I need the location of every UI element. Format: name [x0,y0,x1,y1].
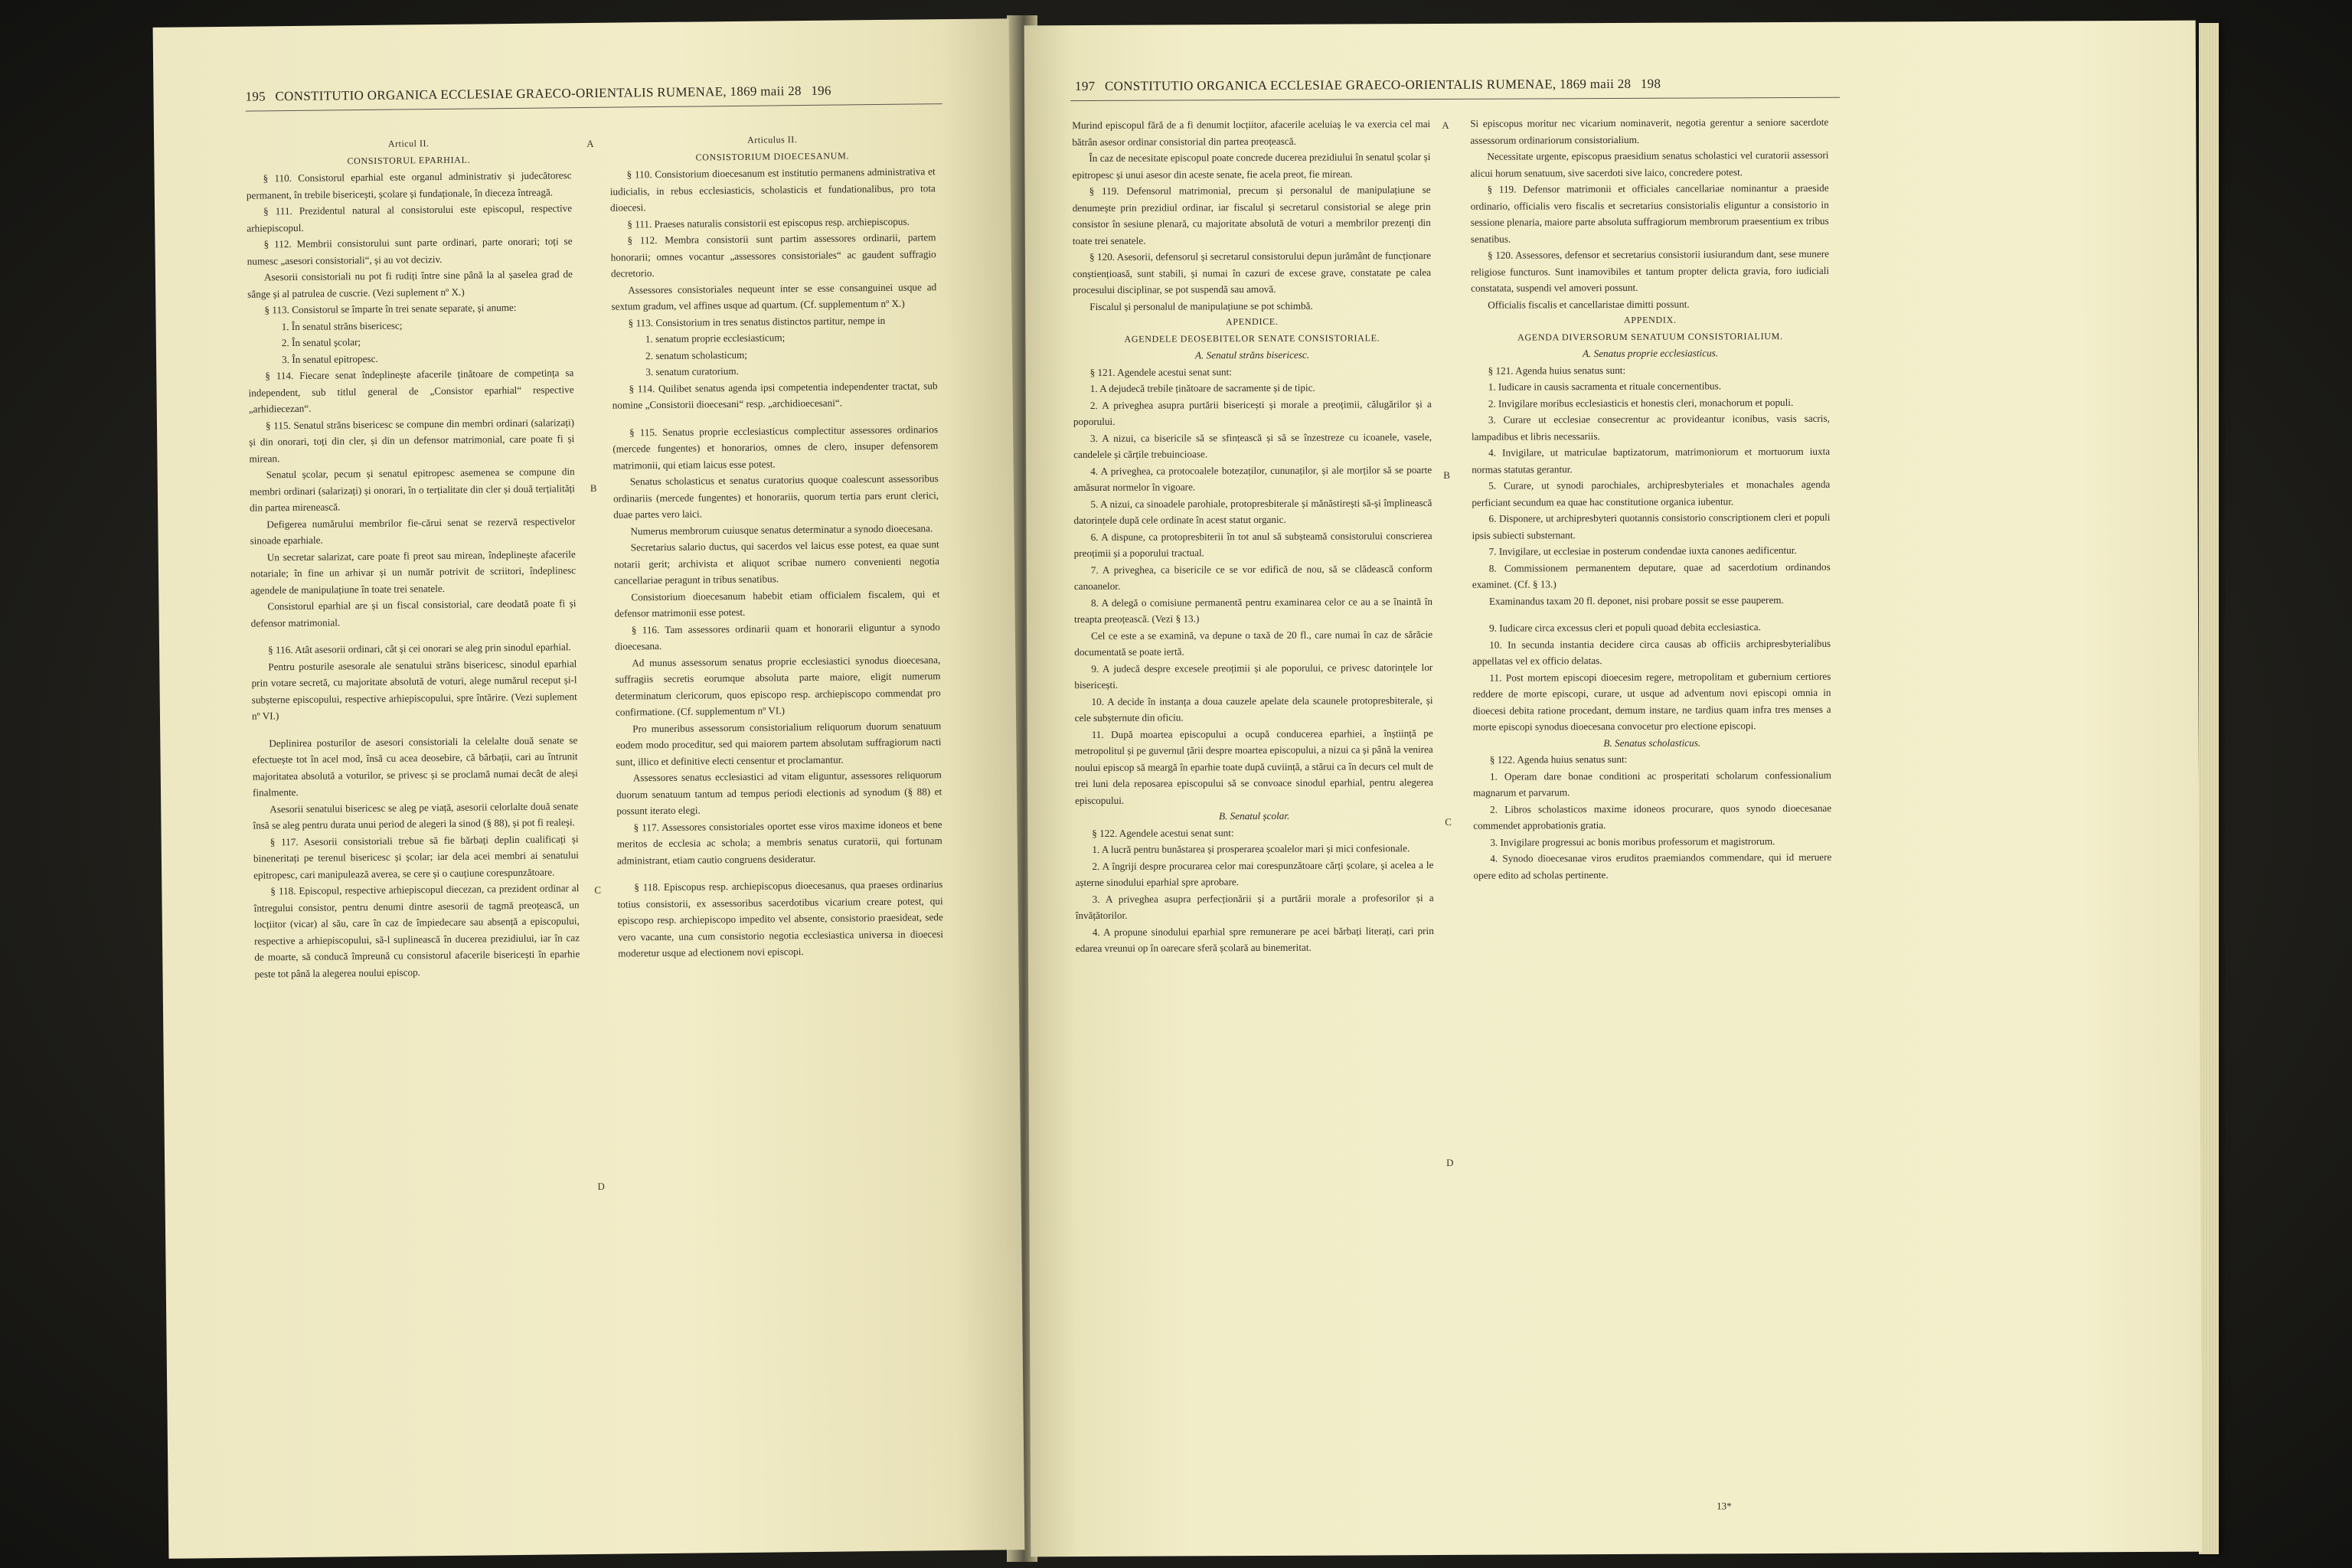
page-edge-stack [2199,23,2219,1554]
paragraph: Defigerea numărului membrilor fie-cărui senat se rezervă respectivelor sinoade eparhiale. [250,514,576,547]
right-page-header [1069,77,1667,94]
paragraph: Examinandus taxam 20 fl. deponet, nisi probare possit se esse pauperem. [1488,593,1784,607]
margin-marker-a: A [1442,119,1449,131]
paragraph: § 121. Agenda huius senatus sunt: [1488,364,1626,377]
subsection-heading: A. Senatus proprie ecclesiasticus. [1582,347,1719,360]
paragraph: Un secretar salarizat, care poate fi preot sau mirean, îndeplinește afacerile notariale; în fine un arhivar și un număr potrivit de scriitori, îndeplinesc agendele de manipulațiune în toate trei senatele. [250,547,577,596]
paragraph: 2. Invigilare moribus ecclesiasticis et honestis cleri, monachorum et populi. [1488,396,1794,410]
paragraph: 3. A priveghea asupra perfecționării și a purtării morale a profesorilor și a învățătorilor. [1075,891,1434,922]
paragraph: 7. A priveghea, ca bisericile ce se vor edifică de nou, să se clădească conform canoanelor. [1073,562,1432,593]
paragraph: Officialis fiscalis et cancellaristae dimitti possunt. [1488,298,1690,311]
paragraph: § 120. Assessores, defensor et secretarius consistorii iusiurandum dant, sese munere religiose functuros. Sunt inamovibiles et tantum propter delicta gravia, foro iudiciali constatata, suspendi vel amoveri possunt. [1471,247,1830,294]
paragraph: 5. Curare, ut synodi parochiales, archipresbyteriales et monachales agenda perficiant secundum ea quae hac constitutione organica iubentur. [1472,478,1831,508]
section-heading: APENDICE. [1225,315,1279,328]
paragraph: 4. Synodo dioecesanae viros eruditos praemiandos commendare, qui id meruere opere edito ad scholas pertinente. [1473,851,1832,881]
paragraph: § 115. Senatus proprie ecclesiasticus complectitur assessores ordinarios (mercede fungentes) et honorarios, omnes de clero, insuper defensorem matrimonii, qui etiam laicus esse potest. [612,423,939,472]
header-rule [1070,97,1840,101]
paragraph: § 117. Asesorii consistoriali trebue să fie bărbați deplin cualificați și bineneritați pe terenul bisericesc și școlar; iar dela acei membri ai senatului epitropesc, cari manipulează averea, se cere și o cauțiune corespunzătoare. [253,832,579,881]
paragraph: 10. A decide în instanța a doua cauzele apelate dela scaunele protopresbiterale, și cele subșternute din oficiu. [1074,694,1433,724]
paragraph: 4. A priveghea, ca protocoalele botezaților, cununaților, și ale morților să se poarte amăsurat normelor în vigoare. [1073,463,1432,494]
section-heading: AGENDA DIVERSORUM SENATUUM CONSISTORIALIUM. [1517,330,1783,343]
subsection-heading: B. Senatul școlar. [1218,809,1290,822]
paragraph: Senatus scholasticus et senatus curatorius quoque coalescunt assessoribus ordinariis (mercede fungentes) et honorariis, quorum tertia pars erunt clerici, duae partes vero laici. [612,472,939,521]
paragraph: 2. Libros scholasticos maxime idoneos procurare, quos synodo dioecesanae commendet approbationis gratia. [1473,802,1832,831]
paragraph: Asesorii consistoriali nu pot fi rudiți între sine până la al șaselea grad de sânge și al patrulea de cuscrie. (Vezi suplement nº X.) [247,268,573,300]
page-number-195: 195 [245,89,266,104]
paragraph: Secretarius salario ductus, qui sacerdos vel laicus esse potest, ea quae sunt notarii gerit; archivista et aliquot scribae numero convenienti negotia cancellariae peragunt in tribus senatibus. [613,538,939,586]
paragraph: 3. A nizui, ca bisericile să se sfințească și să se înzestreze cu icoanele, vasele, candelele și cărțile trebuincioase. [1073,430,1432,461]
section-heading: APPENDIX. [1623,314,1677,325]
paragraph: 11. Post mortem episcopi dioecesim regere, metropolitam et gubernium certiores reddere de morte episcopi, curare, ut usque ad adventum novi episcopi omnia in dioecesi debita ratione procedant, demum instare, ne tardius quam infra tres menses a morte episcopi synodus dioecesana convocetur pro electione episcopi. [1472,670,1831,733]
header-rule [246,103,942,112]
paragraph: 3. Curare ut ecclesiae consecrentur ac provideantur iconibus, vasis sacris, lampadibus et libris necessariis. [1471,412,1830,443]
margin-marker-d: D [1446,1156,1454,1168]
signature-mark: 13* [1717,1500,1732,1512]
paragraph: Consistorul eparhial are și un fiscal consistorial, care deodată poate fi și defensor matrimonial. [250,597,577,629]
paragraph: Consistorium dioecesanum habebit etiam officialem fiscalem, qui et defensor matrimonii esse potest. [614,587,940,619]
paragraph: 1. A lucră pentru bunăstarea și prosperarea școalelor mari și mici confesionale. [1092,842,1410,855]
paragraph: § 113. Consistorium in tres senatus distinctos partitur, nempe in [628,314,886,328]
paragraph: 5. A nizui, ca sinoadele parohiale, protopresbiterale și mănăstirești să-și împlinească datorințele după cele ordinate în acest statut organic. [1073,496,1432,527]
paragraph: § 115. Senatul străns bisericesc se compune din membri ordinari (salarizați) și din onorari, toți din cler, și din un defensor matrimonial, care poate fi și mirean. [249,416,575,465]
paragraph: Asesorii senatului bisericesc se aleg pe viață, asesorii celorlalte două senate însă se aleg pentru durata unui period de alegeri la sinod (§ 88), și pot fi realeși. [253,799,579,831]
page-number-197: 197 [1074,78,1096,94]
paragraph: 2. A priveghea asupra purtării bisericești și morale a preoțimii, călugărilor și a poporului. [1073,397,1432,428]
paragraph: Necessitate urgente, episcopus praesidium senatus scholastici vel curatorii assessori alicui horum senatuum, sive sacerdoti sive laico, concredere potest. [1470,149,1829,179]
paragraph: Deplinirea posturilor de asesori consistoriali la celelalte două senate se efectuește tot în acel mod, însă cu acea deosebire, că bărbații, cari au întrunit majoritatea absolută a voturilor, se privesc și se proclamă numai decât de aleși finalmente. [252,733,578,799]
running-title: CONSTITUTIO ORGANICA ECCLESIAE GRAECO-ORIENTALIS RUMENAE, 1869 maii 28 [1104,76,1632,93]
margin-marker-c: C [1445,815,1452,828]
paragraph: § 114. Fiecare senat îndeplinește afacerile ținătoare de competința sa independent, sub titlul general de „Consistor eparhial“ respective „arhidiecezan“. [248,367,574,415]
paragraph: Murind episcopul fără de a fi denumit locțiitor, afacerile aceluiaș le va exercia cel mai bătrân asesor ordinar consistorial din partea preoțească. [1072,118,1431,148]
paragraph: 6. A dispune, ca protopresbiterii în tot anul să subșteamă consistorului conscrierea preoțimii și a poporului tractual. [1073,529,1432,560]
paragraph: 1. Operam dare bonae conditioni ac prosperitati scholarum confessionalium magnarum et parvarum. [1472,769,1831,799]
paragraph: În caz de necesitate episcopul poate concrede ducerea prezidiului în senatul școlar și epitropesc și unui asesor din aceste senate, fie acela preot, fie mirean. [1072,151,1431,181]
paragraph: Assessores senatus ecclesiastici ad vitam eliguntur, assessores reliquorum duorum senatuum tantum ad tempus periodi electionis ad synodum (§ 88) et possunt iterato elegi. [616,769,942,817]
paragraph: § 111. Prezidentul natural al consistorului este episcopul, respective arhiepiscopul. [247,202,573,234]
romanian-column [1072,116,1434,957]
subsection-heading: B. Senatus scholasticus. [1603,737,1701,749]
paragraph: Cel ce este a se examină, va depune o taxă de 20 fl., care numai în caz de sărăcie documentată se poate iertă. [1074,628,1433,658]
paragraph: § 119. Defensorul matrimonial, precum și personalul de manipulațiune se denumește prin prezidiul ordinar, iar fiscalul și secretarul consistorial se alege prin consistor în sesiune plenară, cu majoritate absolută de voturi a membrilor prezenți din toate trei senatele. [1072,184,1431,247]
paragraph: 11. După moartea episcopului a ocupă conducerea eparhiei, a înștiință pe metropolitul și pe guvernul țării despre moartea episcopului, a nizui ca și până la venirea noului episcop să meargă în eparhie toate după cuviință, a stărui ca în decurs cel mult de trei luni dela reposarea episcopului să se convoace sinodul eparhial, pentru alegerea episcopului. [1074,727,1433,806]
section-heading: CONSISTORIUM DIOECESANUM. [695,149,850,162]
paragraph: Pentru posturile asesorale ale senatului străns bisericesc, sinodul eparhial prin votare secretă, cu majoritate absolută de voturi, alege numărul receput și-l subșterne episcopului, respective arhiepiscopului, spre întărire. (Vezi suplement nº VI.) [251,657,577,722]
paragraph: 1. Iudicare in causis sacramenta et rituale concernentibus. [1488,380,1722,393]
paragraph: 8. Commissionem permanentem deputare, quae ad sacerdotium ordinandos examinet. (Cf. § 13.) [1472,560,1831,590]
page-number-196: 196 [811,83,831,98]
paragraph: Si episcopus moritur nec vicarium nominaverit, negotia gerentur a seniore sacerdote assessorum ordinariorum consistorialium. [1470,116,1829,146]
right-page [1024,21,2203,1557]
subsection-heading: A. Senatul străns bisericesc. [1194,348,1310,361]
paragraph: 9. A judecă despre excesele preoțimii și ale poporului, ce privesc datorințele lor bisericești. [1074,661,1433,691]
page-number-198: 198 [1640,76,1661,91]
list-item: 3. În senatul epitropesc. [282,352,378,365]
paragraph: 7. Invigilare, ut ecclesiae in posterum condendae iuxta canones aedificentur. [1488,544,1797,557]
paragraph: § 111. Praeses naturalis consistorii est episcopus resp. archiepiscopus. [627,215,910,230]
paragraph: § 112. Membrii consistorului sunt parte ordinari, parte onorari; toți se numesc „asesori consistoriali“, și au vot deciziv. [247,235,573,267]
margin-marker-b: B [590,482,597,494]
article-heading: Articul II. [387,138,430,149]
paragraph: Ad munus assessorum senatus proprie ecclesiastici synodus dioecesana, suffragiis secretis eorumque absoluta parte maiore, eligit numerum determinatum clericorum, quos episcopo resp. archiepiscopo commendat pro confirmatione. (Cf. supplementum nº VI.) [615,653,941,718]
margin-marker-a: A [586,137,594,149]
list-item: 1. În senatul străns bisericesc; [281,319,403,332]
paragraph: § 119. Defensor matrimonii et officiales cancellariae nominantur a praeside ordinario, officialis vero fiscalis et secretarius consistorialis eliguntur a consistorio in sessione plenaria, maiore parte absoluta suffragiorum membrorum praesentium ex tribus senatibus. [1470,181,1829,245]
paragraph: § 110. Consistorium dioecesanum est institutio permanens administrativa et iudicialis, in rebus ecclesiasticis, scholasticis et fundationalibus, pro tota dioecesi. [609,165,936,214]
paragraph: 10. In secunda instantia decidere circa causas ab officiis archipresbyterialibus appellatas vel ex officio delatas. [1472,637,1831,667]
running-title: CONSTITUTIO ORGANICA ECCLESIAE GRAECO-ORIENTALIS RUMENAE, 1869 maii 28 [275,83,802,104]
section-heading: AGENDELE DEOSEBITELOR SENATE CONSISTORIALE. [1124,332,1380,345]
paragraph: 9. Iudicare circa excessus cleri et populi quoad debita ecclesiastica. [1489,621,1761,634]
margin-marker-d: D [597,1180,605,1192]
paragraph: § 116. Tam assessores ordinarii quam et honorarii eliguntur a synodo dioecesana. [614,620,940,652]
paragraph: 4. A propune sinodului eparhial spre remunerare pe acei bărbați literați, cari prin edarea vreunui op în oarecare sferă școlară au binemeritat. [1075,924,1434,955]
paragraph: 6. Disponere, ut archipresbyteri quotannis consistorio conscriptionem cleri et populi ipsis subiecti substernant. [1472,511,1831,541]
paragraph: Numerus membrorum cuiusque senatus determinatur a synodo dioecesana. [630,521,933,537]
left-page [153,18,1025,1559]
paragraph: § 112. Membra consistorii sunt partim assessores ordinarii, partem honorarii; omnes vocantur „assessores consistoriales“ ac gaudent suffragio decretorio. [610,231,936,279]
paragraph: 1. A dejudecă trebile ținătoare de sacramente și de tipic. [1089,381,1315,394]
latin-column [1470,114,1831,884]
paragraph: § 118. Episcopus resp. archiepiscopus dioecesanus, qua praeses ordinarius totius consistorii, ex assessoribus sacerdotibus vicarium creare potest, qui episcopo resp. archiepiscopo impedito vel absente, consistorio praesideat, sede vero vacante, una cum consistorio negotia ecclesiastica universa in dioecesi moderetur usque ad electionem novi episcopi. [617,878,944,959]
paragraph: 3. Invigilare progressui ac bonis moribus professorum et magistrorum. [1490,835,1775,848]
paragraph: § 122. Agenda huius senatus sunt: [1489,753,1628,766]
margin-marker-b: B [1443,469,1450,481]
paragraph: 8. A delegă o comisiune permanentă pentru examinarea celor ce au a se înaintă în treapta preoțească. (Vezi § 13.) [1073,595,1432,626]
paragraph: Pro muneribus assessorum consistorialium reliquorum duorum senatuum eodem modo proceditur, sed qui maiorem partem absolutam suffragiorum nacti sunt, illico et definitive electi censentur et proclamantur. [616,719,942,768]
paragraph: § 122. Agendele acestui senat sunt: [1092,826,1234,839]
romanian-column [246,134,580,982]
paragraph: § 114. Quilibet senatus agenda ipsi competentia independenter tractat, sub nomine „Consistorii dioecesani“ resp. „archidioecesani“. [612,379,938,411]
article-heading: Articulus II. [746,134,798,145]
margin-marker-c: C [594,884,602,896]
left-page-header [239,83,837,105]
paragraph: 2. A îngriji despre procurarea celor mai corespunzătoare cărți școlare, și acelea a le așterne sinodului eparhial spre aprobare. [1075,858,1434,889]
paragraph: § 120. Asesorii, defensorul și secretarul consistorului depun jurământ de funcționare conștiențioasă, sunt stabili, și numai în cazuri de excese grave, constatate pe calea procesului disciplinar, se pot suspendă sau amovă. [1073,250,1432,296]
latin-column [609,130,943,962]
list-item: 2. senatum scholasticum; [645,348,748,361]
paragraph: § 113. Consistorul se împarte în trei senate separate, și anume: [264,301,517,316]
list-item: 2. În senatul școlar; [281,336,361,349]
paragraph: Fiscalul și personalul de manipulațiune se pot schimbă. [1089,299,1313,312]
list-item: 3. senatum curatorium. [645,364,739,378]
paragraph: § 110. Consistorul eparhial este organul administrativ și judecătoresc permanent, în trebile bisericești, școlare și fundaționale, în dieceza întreagă. [246,169,572,201]
paragraph: § 118. Episcopul, respective arhiepiscopul diecezan, ca prezident ordinar al întregului consistor, pentru denumi dintre asesorii de tagmă preoțească, un locțiitor (vicar) al său, care în caz de împiedecare sau absență a episcopului, respective a arhiepiscopului, să-l suplinească în ducerea prezidiului, iar în caz de moarte, să conducă împreună cu consistorul afacerile bisericești în eparhie peste tot până la alegerea noului episcop. [253,882,580,980]
paragraph: Senatul școlar, pecum și senatul epitropesc asemenea se compune din membri ordinari (salarizați) și onorari, în o terțialitate din cler și două terțialități din partea mirenească. [249,466,575,514]
paragraph: Assessores consistoriales nequeunt inter se esse consanguinei usque ad sextum gradum, vel affines usque ad quartum. (Cf. supplementum nº X.) [611,280,937,312]
paragraph: § 121. Agendele acestui senat sunt: [1089,365,1232,378]
section-heading: CONSISTORUL EPARHIAL. [347,154,471,166]
paragraph: § 116. Atât asesorii ordinari, cât și cei onorari se aleg prin sinodul eparhial. [268,641,571,656]
paragraph: § 117. Assessores consistoriales oportet esse viros maxime idoneos et bene meritos de ecclesia ac schola; a membris senatus curatorii, qui fortunam administrant, etiam cautio congruens desideratur. [616,818,942,867]
list-item: 1. senatum proprie ecclesiasticum; [645,332,786,345]
paragraph: 4. Invigilare, ut matriculae baptizatorum, matrimoniorum et mortuorum iuxta normas statutas gerantur. [1472,445,1831,475]
